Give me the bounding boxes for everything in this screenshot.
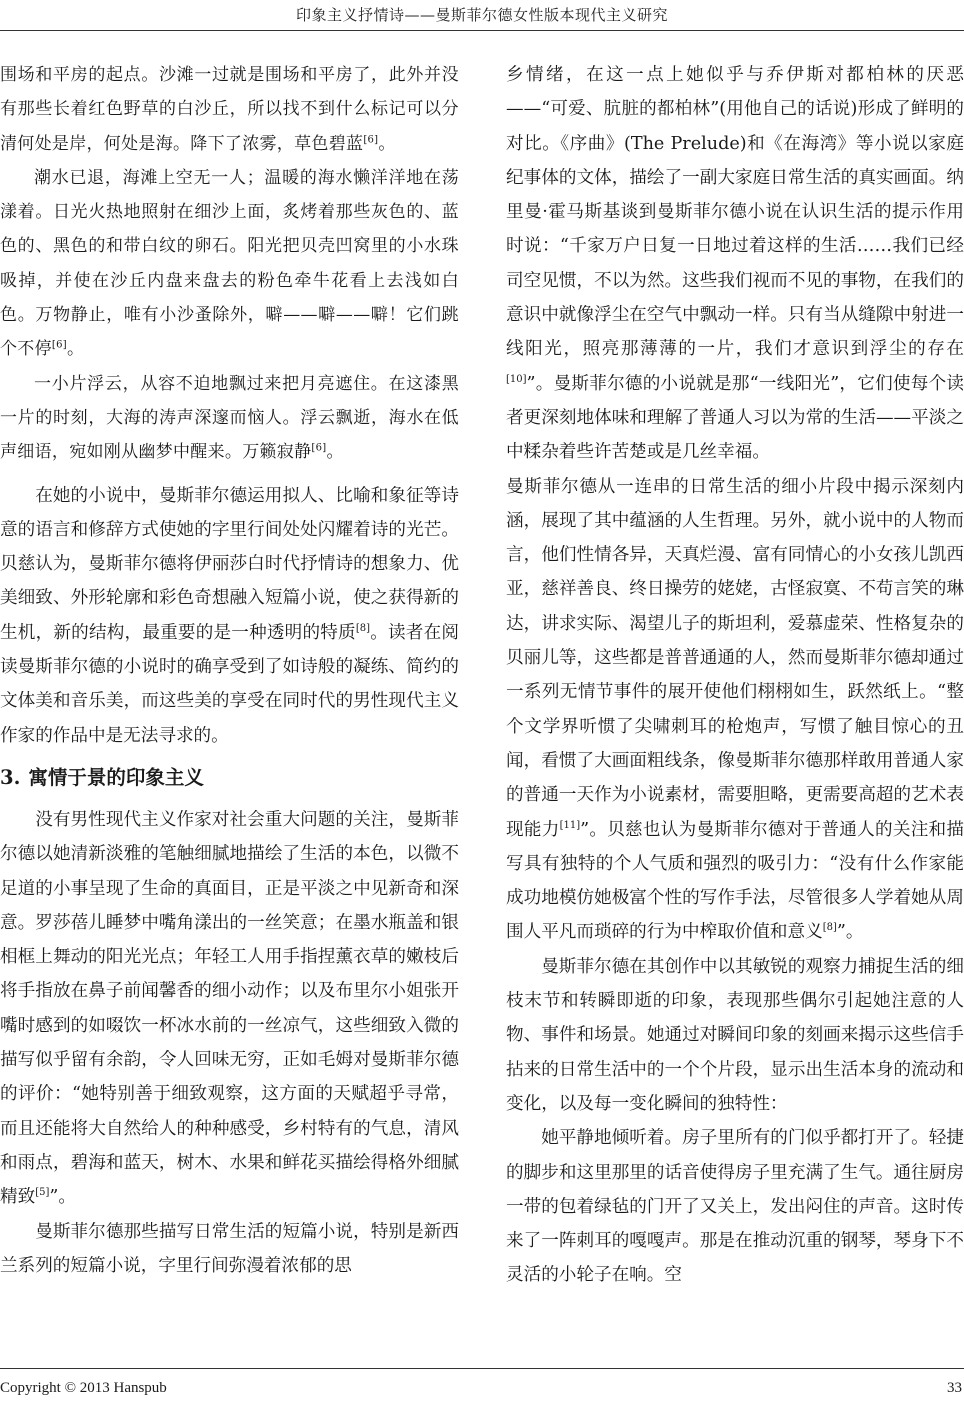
right-column — [506, 58, 964, 1293]
section-number: 3. — [0, 765, 21, 789]
citation-ref: [6] — [51, 339, 67, 351]
body-paragraph — [0, 1215, 459, 1284]
citation-ref: [6] — [363, 133, 379, 145]
section-title: 寓情于景的印象主义 — [28, 765, 204, 789]
body-text: ”。 — [836, 922, 864, 943]
body-paragraph — [506, 470, 964, 950]
quote-text: 潮水已退，海滩上空无一人；温暖的海水懒洋洋地在荡漾着。日光火热地照射在细沙上面，炙烤着那些灰色的、蓝色的、黑色的和带白纹的卵石。阳光把贝壳凹窝里的小水珠吸掉，并使在沙丘内盘来盘去的粉色牵牛花看上去浅如白色。万物静止，唯有小沙蚤除外，噼——噼——噼！它们跳个不停 — [0, 167, 459, 360]
quote-paragraph — [0, 161, 459, 367]
body-text: 曼斯菲尔德在其创作中以其敏锐的观察力捕捉生活的细枝末节和转瞬即逝的印象，表现那些偶尔引起她注意的人物、事件和场景。她通过对瞬间印象的刻画来揭示这些信手拈来的日常生活中的一个个片段，显示出生活本身的流动和变化，以及每一变化瞬间的独特性： — [506, 956, 964, 1114]
header-rule — [0, 30, 964, 31]
citation-ref: [11] — [559, 819, 581, 831]
quote-end: 。 — [326, 442, 344, 463]
citation-ref: [8] — [822, 922, 837, 934]
citation-ref: [6] — [311, 442, 327, 454]
body-text: ”。曼斯菲尔德的小说就是那“一线阳光”，它们使每个读者更深刻地体味和理解了普通人习以为常的生活——平淡之中糅杂着些许苦楚或是几丝幸福。 — [506, 373, 964, 463]
citation-ref: [8] — [355, 622, 371, 634]
running-head: 印象主义抒情诗——曼斯菲尔德女性版本现代主义研究 — [295, 6, 668, 24]
quote-text: 一小片浮云，从容不迫地飘过来把月亮遮住。在这漆黑一片的时刻，大海的涛声深邃而恼人。浮云飘逝，海水在低声细语，宛如刚从幽梦中醒来。万籁寂静 — [0, 373, 459, 463]
body-paragraph — [0, 803, 459, 1215]
body-text: 乡情绪，在这一点上她似乎与乔伊斯对都柏林的厌恶——“可爱、肮脏的都柏林”(用他自己的话说)形成了鲜明的对比。《序曲》(The Prelude)和《在海湾》等小说以家庭纪事体的文体，描绘了一副大家庭日常生活的真实画面。纳里曼·霍马斯基谈到曼斯菲尔德小说在认识生活的提示作用时说：“千家万户日复一日地过着这样的生活……我们已经司空见惯，不以为然。这些我们视而不见的事物，在我们的意识中就像浮尘在空气中飘动一样。只有当从缝隙中射进一线阳光，照亮那薄薄的一片，我们才意识到浮尘的存在 — [506, 65, 964, 360]
quote-end: 。 — [66, 339, 85, 360]
body-text: 她平静地倾听着。房子里所有的门似乎都打开了。轻捷的脚步和这里那里的话音使得房子里充满了生气。通往厨房一带的包着绿毡的门开了又关上，发出闷住的声音。这时传来了一阵刺耳的嘎嘎声。那是在推动沉重的钢琴，琴身下不灵活的小轮子在响。空 — [506, 1128, 964, 1286]
body-text: 没有男性现代主义作家对社会重大问题的关注，曼斯菲尔德以她清新淡雅的笔触细腻地描绘了生活的本色，以微不足道的小事呈现了生命的真面目，正是平淡之中见新奇和深意。罗莎蓓儿睡梦中嘴角漾出的一丝笑意；在墨水瓶盖和银相框上舞动的阳光光点；年轻工人用手指捏薰衣草的嫩枝后将手指放在鼻子前闻馨香的细小动作；以及布里尔小姐张开嘴时感到的如啜饮一杯冰水前的一丝凉气，这些细致入微的描写似乎留有余韵，令人回味无穷，正如毛姆对曼斯菲尔德的评价：“她特别善于细致观察，这方面的天赋超乎寻常，而且还能将大自然给人的种种感受，乡村特有的气息，清风和雨点，碧海和蓝天，树木、水果和鲜花买描绘得格外细腻精致 — [0, 809, 459, 1208]
citation-ref: [10] — [506, 373, 527, 385]
footer-rule — [0, 1368, 964, 1369]
left-column — [0, 58, 459, 1283]
body-paragraph — [506, 1121, 964, 1292]
body-text: ”。贝慈也认为曼斯菲尔德对于普通人的关注和描写具有独特的个人气质和强烈的吸引力：“没有什么作家能成功地模仿她极富个性的写作手法，尽管很多人学着她从周围人平凡而琐碎的行为中榨取价值和意义 — [506, 819, 964, 943]
body-paragraph — [0, 479, 459, 753]
body-paragraph — [506, 58, 964, 470]
copyright: Copyright © 2013 Hanspub — [0, 1380, 167, 1396]
body-text: 在她的小说中，曼斯菲尔德运用拟人、比喻和象征等诗意的语言和修辞方式使她的字里行间处处闪耀着诗的光芒。贝慈认为，曼斯菲尔德将伊丽莎白时代抒情诗的想象力、优美细致、外形轮廓和彩色奇想融入短篇小说，使之获得新的生机，新的结构，最重要的是一种透明的特质 — [0, 485, 459, 643]
body-text: 曼斯菲尔德从一连串的日常生活的细小片段中揭示深刻内涵，展现了其中蕴涵的人生哲理。另外，就小说中的人物而言，他们性情各异，天真烂漫、富有同情心的小女孩儿凯西亚，慈祥善良、终日操劳的姥姥，古怪寂寞、不苟言笑的琳达，讲求实际、渴望儿子的斯坦利，爱慕虚荣、性格复杂的贝丽儿等，这些都是普普通通的人，然而曼斯菲尔德却通过一系列无情节事件的展开使他们栩栩如生，跃然纸上。“整个文学界听惯了尖啸刺耳的枪炮声，写惯了触目惊心的丑闻，看惯了大画面粗线条，像曼斯菲尔德那样敢用普通人家的普通一天作为小说素材，需要胆略，更需要高超的艺术表现能力 — [506, 476, 964, 840]
section-heading — [0, 759, 459, 797]
quote-end: 。 — [378, 133, 396, 154]
body-paragraph — [506, 950, 964, 1121]
body-text: ”。 — [49, 1187, 76, 1208]
body-text: 曼斯菲尔德那些描写日常生活的短篇小说，特别是新西兰系列的短篇小说，字里行间弥漫着浓郁的思 — [0, 1221, 459, 1276]
quote-paragraph — [0, 367, 459, 470]
page-number: 33 — [947, 1380, 962, 1396]
citation-ref: [5] — [35, 1187, 50, 1199]
quote-paragraph — [0, 58, 459, 161]
body-text: 。读者在阅读曼斯菲尔德的小说时的确享受到了如诗般的凝练、简约的文体美和音乐美，而这些美的享受在同时代的男性现代主义作家的作品中是无法寻求的。 — [0, 622, 459, 746]
quote-text: 围场和平房的起点。沙滩一过就是围场和平房了，此外并没有那些长着红色野草的白沙丘，所以找不到什么标记可以分清何处是岸，何处是海。降下了浓雾，草色碧蓝 — [0, 65, 459, 154]
